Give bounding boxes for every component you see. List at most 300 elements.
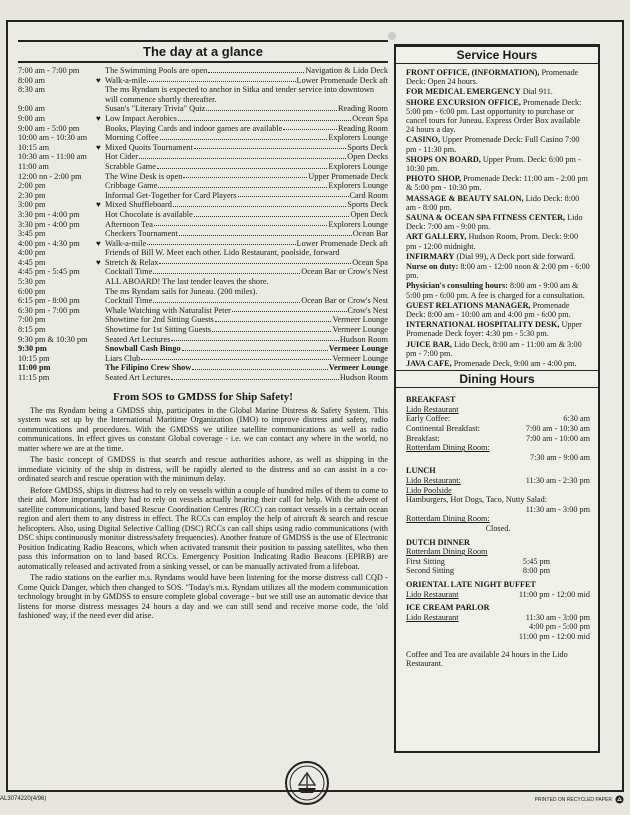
activity-name: The Swimming Pools are open: [105, 66, 208, 75]
dining-row: [406, 613, 590, 623]
dot-leader: [183, 172, 307, 179]
service-name: CASINO,: [406, 135, 440, 145]
dot-leader: [194, 210, 350, 217]
dot-leader: [147, 239, 295, 246]
dot-leader: [158, 181, 327, 188]
schedule-time: 4:00 pm - 4:30 pm: [18, 238, 80, 248]
schedule-time: 11:00 pm: [18, 363, 51, 373]
schedule-activity: [105, 162, 388, 172]
activity-name: Walk-a-mile: [105, 75, 147, 85]
dot-leader: [283, 124, 337, 131]
activity-name: Hot Chocolate is available: [105, 209, 193, 219]
program-page: [6, 20, 624, 792]
dining-time: 11:30 am - 2:30 pm: [525, 476, 590, 486]
schedule-activity: [105, 181, 388, 191]
schedule-row: [18, 248, 388, 258]
service-name: SHOPS ON BOARD,: [406, 154, 481, 164]
schedule-row: [18, 210, 388, 220]
schedule-row: [18, 76, 388, 86]
activity-location: Vermeer Lounge: [328, 344, 388, 354]
schedule-row: [18, 181, 388, 191]
schedule-row: [18, 325, 388, 335]
activity-name: Walk-a-mile: [105, 238, 147, 248]
service-entry: [406, 301, 590, 319]
service-hours-list: [396, 64, 598, 368]
service-entry: [406, 68, 590, 86]
schedule-time: 9:00 am: [18, 104, 45, 114]
schedule-activity: [105, 335, 388, 345]
service-entry: [406, 135, 590, 153]
schedule-activity: [105, 296, 388, 306]
schedule-time: 4:45 pm: [18, 257, 46, 267]
cruise-line-logo-icon: [284, 760, 330, 806]
dining-time: 7:00 am - 10:00 am: [525, 433, 590, 443]
service-detail: Dial 911.: [522, 87, 553, 97]
service-detail: Upper Prom. Deck: 6:00 pm - 10:30 pm.: [406, 154, 581, 174]
service-entry: [406, 359, 590, 368]
schedule-row: [18, 143, 388, 153]
schedule-time: 3:30 pm - 4:00 pm: [18, 219, 80, 229]
schedule-row: [18, 335, 388, 345]
activity-location: Card Room: [349, 190, 388, 200]
schedule-time: 10:30 am - 11:00 am: [18, 152, 87, 162]
activity-name: The ms Ryndam is expected to anchor in Sitka and tender service into downtown will commence shortly thereafter.: [105, 85, 375, 104]
activity-name: The Filipino Crew Show: [105, 363, 192, 373]
article-paragraph: The ms Ryndam being a GMDSS ship, participates in the Global Marine Distress & Safety System. This system was set up by the International Maritime Organization (IMO) to improve distress and safety, radio communications and procedures. With the GMDSS we utilize satellite communications as well as radio communications. In effect gives us constant Global coverage - i.e. we can contact any where in the world, no matter where we are at the time.: [18, 405, 388, 453]
dot-leader: [141, 354, 331, 361]
schedule-activity: [105, 277, 388, 287]
schedule-time: 3:00 pm: [18, 200, 46, 210]
schedule-row: [18, 344, 388, 354]
dining-time: 11:00 pm - 12:00 mid: [518, 589, 590, 599]
schedule-activity: [105, 143, 388, 153]
schedule-row: [18, 229, 388, 239]
service-name: PHOTO SHOP,: [406, 174, 462, 184]
dining-time: 11:00 pm - 12:00 mid: [518, 631, 590, 641]
right-column: [394, 44, 600, 753]
article-paragraph: The radio stations on the earlier m.s. Ryndams would have been listening for the morse distress call CQD - Come Quick Danger, which then changed to SOS. "Today's m.s. Ryndam utilizes all the modern communication technology brought in by GMDSS to ensure complete global coverage - but we still use an automatic device that listens for morse distress messages 24 hours a day and we can still send and receive morse code, the 'old fashioned' way, if the need ever did arise.: [18, 573, 388, 621]
schedule-time: 9:00 am - 5:00 pm: [18, 123, 80, 133]
dining-row: [406, 434, 590, 444]
activity-location: Sports Deck: [347, 142, 388, 152]
activity-name: Mixed Quoits Tournament: [105, 142, 193, 152]
article-paragraph: The basic concept of GMDSS is that search and rescue authorities ashore, as well as shipping in the immediate vicinity of the ship in distress, will be rapidly alerted to the distress and so can assist in a co-ordinated search and rescue operation with the minimum delay.: [18, 455, 388, 484]
service-detail: Upper Promenade Deck foyer: 4:30 pm - 5:30 pm.: [406, 320, 582, 339]
gmdss-article: [18, 391, 388, 621]
activity-location: Crow's Nest: [347, 305, 388, 315]
activity-name: Showtime for 1st Sitting Guests: [105, 325, 212, 335]
service-detail: Promenade Deck: 5:00 pm - 6:00 pm. Last opportunity to purchase or cancel tours for Juneau. Express Order Box available 24 hours a day.: [406, 97, 582, 135]
schedule-time: 8:30 am: [18, 85, 45, 95]
schedule-activity: [105, 220, 388, 230]
service-entry: [406, 340, 590, 358]
form-code: AL3074220(4/96): [0, 796, 47, 802]
dining-time: 4:00 pm - 5:00 pm: [529, 622, 590, 632]
schedule-time: 9:00 am: [18, 113, 45, 123]
lunch-poolside-detail: Hamburgers, Hot Dogs, Taco, Nutty Salad:: [406, 495, 548, 505]
schedule-row: [18, 85, 388, 104]
schedule-row: [18, 363, 388, 373]
dot-leader: [212, 325, 331, 332]
dining-row: [406, 590, 590, 600]
schedule-activity: [105, 344, 388, 354]
dining-note: Coffee and Tea are available 24 hours in the Lido Restaurant.: [406, 649, 568, 669]
service-detail: 8:00 am - 9:00 am & 5:00 pm - 6:00 pm. A fee is charged for a consultation.: [406, 281, 585, 300]
activity-location: Hudson Room: [339, 373, 388, 382]
service-name: Physician's consulting hours:: [406, 281, 508, 291]
activity-name: Seated Art Lectures: [105, 334, 171, 344]
schedule-activity: [105, 104, 388, 114]
schedule-activity: [105, 114, 388, 124]
activity-name: Low Impact Aerobics: [105, 113, 177, 123]
dot-leader: [159, 258, 351, 265]
activity-location: Explorers Lounge: [328, 181, 388, 191]
schedule-row: [18, 296, 388, 306]
service-name: JUICE BAR,: [406, 339, 452, 349]
dining-status: Closed.: [485, 524, 511, 534]
dot-leader: [171, 335, 338, 342]
schedule-activity: [105, 354, 388, 364]
icecream-heading: ICE CREAM PARLOR: [406, 603, 490, 613]
schedule-activity: [105, 76, 388, 86]
article-paragraph: Before GMDSS, ships in distress had to rely on vessels within a couple of hundred miles of them to come to their aid. More importantly they had to rely on vessels actually hearing their call for help. With the advent of satellite communications, land based Rescue Coordination Centres (RCC) can contact vessels in a certain ocean region and alert them to any distress in effect. The RCCs can employ the help of aircraft & search and rescue helicopters. Also, using Digital Selective Calling (DSC) RCCs can call ships using radio communications (with DSC ships continuously monitor distress/safety frequencies). Another feature of GMDSS is the use of Electronic Position Indicating Radio Beacons, which when activated transmit their position to passing satellites, who then pass this information on to land based RCCs. Emergency Position Indicating Radio Beacons (EPIRB) are automatically released and activated from a sinking vessel, or can be manually activated from a lifeboat.: [18, 485, 388, 571]
service-entry: [406, 262, 590, 280]
activity-location: Open Deck: [350, 209, 388, 219]
dot-leader: [179, 229, 352, 236]
dot-leader: [182, 344, 328, 351]
service-detail: Promenade Deck, 9:00 am - 4:00 pm.: [453, 359, 577, 369]
heart-icon: ♥: [96, 238, 101, 248]
activity-name: Susan's "Literary Trivia" Quiz: [105, 104, 206, 114]
service-detail: 8:00 am - 12:00 noon & 2:00 pm - 6:00 pm.: [406, 262, 590, 281]
schedule-time: 4:00 pm: [18, 248, 46, 258]
schedule-row: [18, 277, 388, 287]
dot-leader: [147, 76, 295, 83]
schedule-row: [18, 162, 388, 172]
schedule-time: 3:30 pm - 4:00 pm: [18, 209, 80, 219]
activity-name: Cocktail Time: [105, 267, 153, 277]
service-name: ART GALLERY,: [406, 232, 467, 242]
service-detail: Hudson Room, Prom. Deck: 9:00 pm - 12:00 midnight.: [406, 232, 579, 251]
schedule-list: [18, 66, 388, 383]
activity-location: Vermeer Lounge: [332, 315, 388, 325]
service-entry: [406, 320, 590, 338]
schedule-row: [18, 287, 388, 297]
schedule-activity: [105, 172, 388, 182]
breakfast-heading: BREAKFAST: [406, 395, 456, 405]
schedule-activity: [105, 363, 388, 373]
service-entry: [406, 281, 590, 299]
heart-icon: ♥: [96, 200, 101, 210]
heart-icon: ♥: [96, 75, 101, 85]
dining-label: First Sitting: [406, 556, 445, 566]
activity-name: Informal Get-Together for Card Players: [105, 190, 237, 200]
service-entry: [406, 87, 590, 96]
service-detail: Upper Promenade Deck: Full Casino 7:00 pm - 11:30 pm.: [406, 135, 580, 154]
schedule-activity: [105, 267, 388, 277]
schedule-activity: [105, 239, 388, 249]
schedule-activity: [105, 258, 388, 268]
lunch-heading: LUNCH: [406, 466, 436, 476]
activity-location: Explorers Lounge: [328, 161, 388, 171]
service-entry: [406, 252, 590, 261]
service-detail: Promenade Deck: 11:00 am - 2:00 pm & 5:00 pm - 10:30 pm.: [406, 174, 588, 193]
heart-icon: ♥: [96, 142, 101, 152]
article-title: From SOS to GMDSS for Ship Safety!: [113, 390, 293, 403]
service-entry: [406, 98, 590, 135]
heart-icon: ♥: [96, 257, 101, 267]
dot-leader: [232, 306, 347, 313]
activity-name: Mixed Shuffleboard: [105, 200, 172, 210]
schedule-time: 8:00 am: [18, 75, 45, 85]
schedule-activity: [105, 85, 388, 104]
schedule-time: 6:00 pm: [18, 286, 46, 296]
service-name: FOR MEDICAL EMERGENCY: [406, 87, 521, 97]
dining-hours-title: Dining Hours: [396, 370, 598, 388]
lunch-poolside: Lido Poolside: [406, 485, 452, 495]
service-entry: [406, 174, 590, 192]
schedule-activity: [105, 133, 388, 143]
schedule-activity: [105, 152, 388, 162]
schedule-activity: [105, 124, 388, 134]
activity-location: Lower Promenade Deck aft: [296, 238, 388, 248]
schedule-row: [18, 66, 388, 76]
activity-location: Explorers Lounge: [328, 133, 388, 143]
service-name: GUEST RELATIONS MANAGER,: [406, 300, 531, 310]
dinner-heading: DUTCH DINNER: [406, 537, 470, 547]
schedule-activity: [105, 306, 388, 316]
service-name: SHORE EXCURSION OFFICE,: [406, 97, 521, 107]
dot-leader: [192, 363, 327, 370]
activity-name: Books, Playing Cards and indoor games are available: [105, 123, 283, 133]
activity-location: Ocean Spa: [352, 257, 388, 267]
schedule-row: [18, 104, 388, 114]
dining-label: Continental Breakfast:: [406, 424, 480, 434]
dining-label: Early Coffee:: [406, 414, 451, 424]
dining-row: [406, 557, 590, 567]
dining-label: Lido Restaurant: [406, 612, 459, 622]
activity-name: Showtime for 2nd Sitting Guests: [105, 315, 214, 325]
activity-name: The ms Ryndam sails for Juneau. (200 miles).: [105, 286, 258, 296]
schedule-time: 2:00 pm: [18, 181, 46, 191]
dining-time: 8:00 pm: [522, 566, 550, 576]
dot-leader: [153, 296, 300, 303]
schedule-time: 4:45 pm - 5:45 pm: [18, 267, 80, 277]
activity-name: Morning Coffee: [105, 133, 159, 143]
schedule-row: [18, 267, 388, 277]
service-detail: (Dial 99), A Deck port side forward.: [456, 251, 576, 261]
activity-name: Scrabble Game: [105, 161, 156, 171]
buffet-heading: ORIENTAL LATE NIGHT BUFFET: [406, 579, 536, 589]
activity-name: Cribbage Game: [105, 181, 158, 191]
schedule-row: [18, 172, 388, 182]
schedule-activity: [105, 325, 388, 335]
dot-leader: [153, 267, 300, 274]
dot-leader: [206, 104, 337, 111]
service-detail: Lido Deck: 7:00 am - 9:00 pm.: [406, 213, 583, 232]
service-name: FRONT OFFICE, (INFORMATION),: [406, 68, 540, 77]
schedule-row: [18, 114, 388, 124]
dot-leader: [215, 315, 332, 322]
schedule-time: 11:15 pm: [18, 373, 50, 382]
schedule-time: 7:00 pm: [18, 315, 46, 325]
schedule-time: 11:00 am: [18, 161, 49, 171]
service-name: SAUNA & OCEAN SPA FITNESS CENTER,: [406, 213, 566, 223]
dining-label: Lido Restaurant: [406, 589, 459, 599]
activity-name: Checkers Tournament: [105, 229, 178, 239]
activity-location: Reading Room: [337, 104, 388, 114]
dot-leader: [171, 373, 338, 380]
dot-leader: [238, 191, 349, 198]
schedule-time: 6:30 pm - 7:00 pm: [18, 305, 80, 315]
schedule-time: 6:15 pm - 8:00 pm: [18, 296, 80, 306]
service-name: MASSAGE & BEAUTY SALON,: [406, 193, 524, 203]
activity-location: Ocean Spa: [352, 113, 388, 123]
breakfast-venue-2: Rotterdam Dining Room:: [406, 443, 490, 453]
activity-location: Reading Room: [337, 123, 388, 133]
schedule-time: 5:30 pm: [18, 277, 46, 287]
service-name: INTERNATIONAL HOSPITALITY DESK,: [406, 320, 560, 330]
activity-location: Vermeer Lounge: [332, 325, 388, 335]
schedule-activity: [105, 191, 388, 201]
activity-name: Afternoon Tea: [105, 219, 153, 229]
activity-location: Lower Promenade Deck aft: [296, 75, 388, 85]
activity-location: Upper Promenade Deck: [308, 171, 388, 181]
lunch-venue-2: Rotterdam Dining Room:: [406, 514, 490, 524]
dining-label: Breakfast:: [406, 433, 440, 443]
activity-location: Vermeer Lounge: [328, 363, 388, 373]
dining-time: 11:30 am - 3:00 pm: [525, 504, 590, 514]
dot-leader: [208, 66, 304, 73]
service-entry: [406, 155, 590, 173]
schedule-time: 3:45 pm: [18, 229, 46, 239]
service-detail: Promenade Deck: 8:00 am - 10:00 am and 4:00 pm - 6:00 pm.: [406, 300, 571, 320]
dining-row: [406, 566, 590, 576]
activity-location: Sports Deck: [347, 200, 388, 210]
schedule-activity: [105, 66, 388, 76]
dining-time: 6:30 am: [563, 414, 590, 424]
activity-location: Ocean Bar: [352, 229, 388, 239]
schedule-row: [18, 220, 388, 230]
service-name: Nurse on duty:: [406, 262, 459, 272]
breakfast-venue: Lido Restaurant: [406, 404, 459, 414]
schedule-time: 9:30 pm & 10:30 pm: [18, 334, 88, 344]
dining-row: [406, 414, 590, 424]
binder-hole: [388, 32, 396, 40]
schedule-activity: [105, 200, 388, 210]
dot-leader: [160, 133, 328, 140]
schedule-row: [18, 191, 388, 201]
dining-time: 11:30 am - 3:00 pm: [525, 612, 590, 622]
dining-label: Second Sitting: [406, 566, 454, 576]
activity-name: Whale Watching with Naturalist Peter: [105, 305, 231, 315]
schedule-time: 10:15 pm: [18, 353, 50, 363]
schedule-time: 10:15 am: [18, 142, 50, 152]
schedule-time: 2:30 pm: [18, 190, 46, 200]
dot-leader: [173, 200, 346, 207]
recycled-label: [535, 795, 624, 804]
schedule-row: [18, 152, 388, 162]
service-entry: [406, 194, 590, 212]
service-detail: Promenade Deck: Open 24 hours.: [406, 68, 579, 87]
activity-name: ALL ABOARD! The last tender leaves the shore.: [105, 277, 269, 287]
schedule-row: [18, 258, 388, 268]
activity-name: The Wine Desk is open: [105, 171, 183, 181]
activity-name: Cocktail Time: [105, 296, 153, 306]
activity-location: Explorers Lounge: [328, 219, 388, 229]
schedule-row: [18, 315, 388, 325]
schedule-time: 10:00 am - 10:30 am: [18, 133, 88, 143]
activity-name: Friends of Bill W. Meet each other. Lido Restaurant, poolside, forward: [105, 248, 340, 258]
dining-hours-list: [396, 388, 598, 668]
activity-name: Hot Cider: [105, 152, 138, 162]
schedule-row: [18, 373, 388, 383]
heart-icon: ♥: [96, 113, 101, 123]
schedule-activity: [105, 210, 388, 220]
schedule-time: 12:00 nn - 2:00 pm: [18, 171, 82, 181]
dot-leader: [157, 162, 327, 169]
schedule-time: 8:15 pm: [18, 325, 46, 335]
activity-name: Snowball Cash Bingo: [105, 344, 181, 354]
schedule-activity: [105, 287, 388, 297]
service-detail: Lido Deck, 8:00 am - 11:00 am & 3:00 pm - 7:00 pm.: [406, 339, 582, 358]
activity-location: Navigation & Lido Deck: [305, 66, 388, 75]
recycle-icon: [615, 795, 624, 804]
dot-leader: [139, 152, 346, 159]
activity-name: Liars Club: [105, 353, 141, 363]
recycled-text: PRINTED ON RECYCLED PAPER: [534, 796, 612, 803]
schedule-time: 7:00 am - 7:00 pm: [18, 66, 80, 75]
schedule-row: [18, 239, 388, 249]
schedule-activity: [105, 248, 388, 258]
schedule-activity: [105, 373, 388, 383]
left-column: [18, 40, 388, 623]
dining-time: 7:30 am - 9:00 am: [529, 452, 590, 462]
service-entry: [406, 232, 590, 250]
service-name: JAVA CAFE,: [406, 359, 452, 369]
dining-time: 7:00 am - 10:30 am: [525, 424, 590, 434]
service-detail: Lido Deck: 8:00 am - 8:00 pm.: [406, 193, 580, 212]
activity-name: Seated Art Lectures: [105, 373, 171, 382]
schedule-row: [18, 133, 388, 143]
dining-label: Lido Restaurant:: [406, 476, 461, 486]
activity-location: Hudson Room: [339, 334, 388, 344]
dot-leader: [154, 220, 327, 227]
dining-row: [406, 476, 590, 486]
dinner-venue: Rotterdam Dining Room: [406, 547, 488, 557]
schedule-time: 9:30 pm: [18, 344, 47, 354]
dot-leader: [178, 114, 351, 121]
activity-location: Open Decks: [347, 152, 388, 162]
schedule-row: [18, 124, 388, 134]
service-entry: [406, 213, 590, 231]
glance-title: The day at a glance: [18, 40, 388, 63]
schedule-row: [18, 354, 388, 364]
activity-location: Ocean Bar or Crow's Nest: [301, 296, 388, 306]
schedule-row: [18, 306, 388, 316]
schedule-activity: [105, 315, 388, 325]
dot-leader: [194, 143, 346, 150]
schedule-row: [18, 200, 388, 210]
activity-name: Stretch & Relax: [105, 257, 159, 267]
dining-time: 5:45 pm: [522, 556, 550, 566]
dining-row: [406, 424, 590, 434]
service-hours-title: Service Hours: [396, 46, 598, 64]
schedule-activity: [105, 229, 388, 239]
activity-location: Ocean Bar or Crow's Nest: [301, 267, 388, 277]
activity-location: Vermeer Lounge: [332, 353, 388, 363]
service-name: INFIRMARY: [406, 251, 455, 261]
